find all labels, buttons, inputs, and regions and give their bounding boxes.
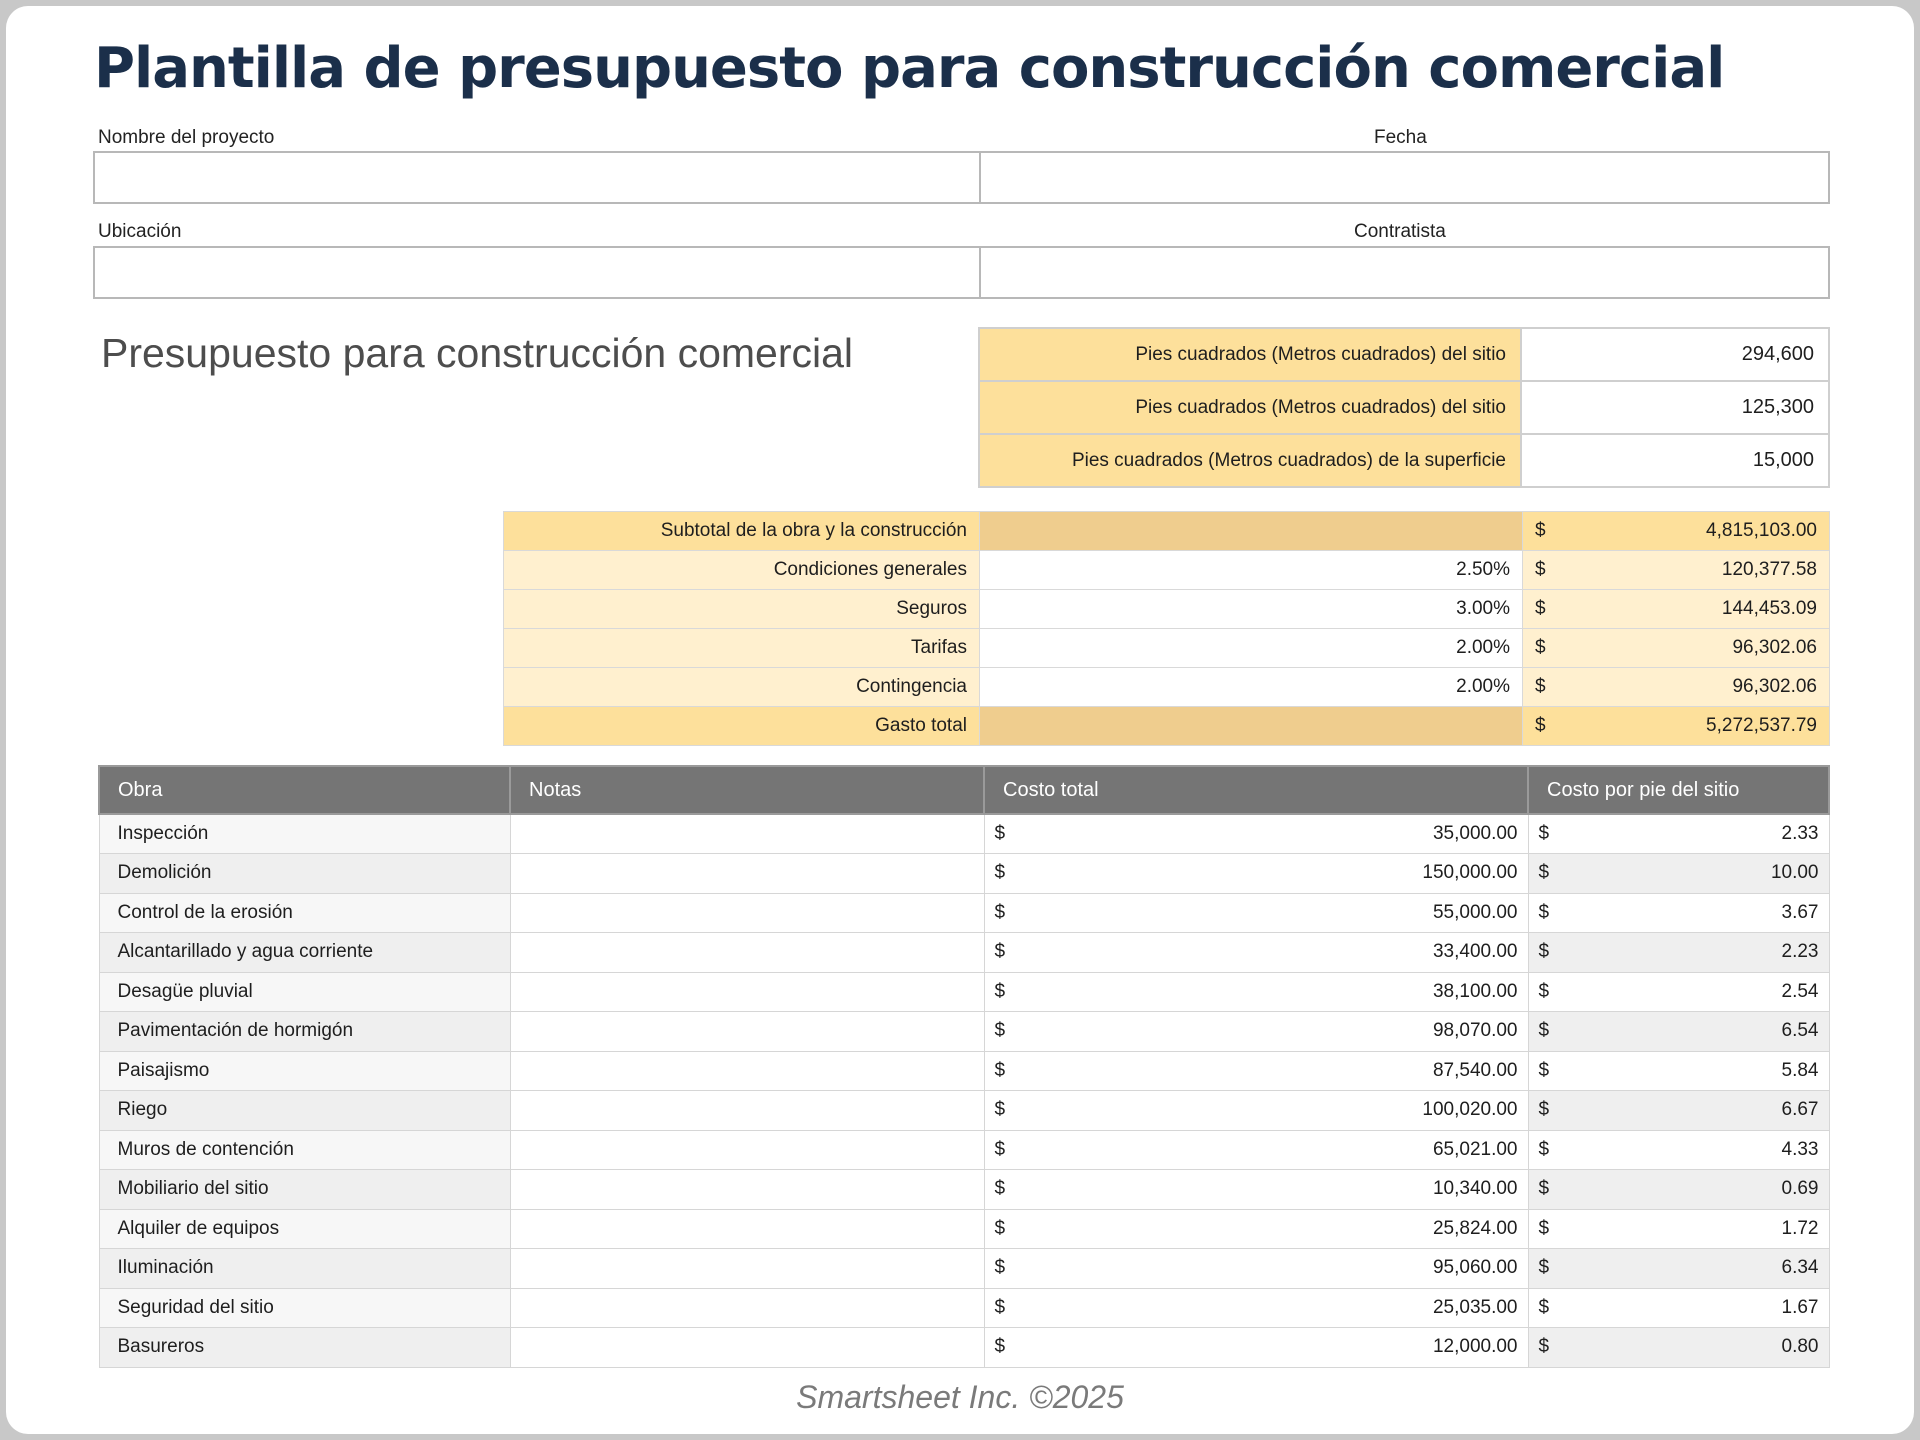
costo-total-cell[interactable]: 25,824.00	[1014, 1209, 1528, 1249]
table-row	[99, 1051, 1829, 1091]
notas-cell[interactable]	[510, 814, 984, 854]
summary-amount[interactable]: 96,302.06	[1546, 629, 1830, 668]
costo-total-cell[interactable]: 87,540.00	[1014, 1051, 1528, 1091]
summary-percent	[980, 707, 1523, 746]
costo-total-cell[interactable]: 38,100.00	[1014, 972, 1528, 1012]
costo-por-pie-cell[interactable]: 4.33	[1558, 1130, 1829, 1170]
currency-symbol: $	[1528, 893, 1558, 933]
currency-symbol: $	[984, 893, 1014, 933]
currency-symbol: $	[984, 1012, 1014, 1052]
sqft-row	[979, 381, 1829, 434]
currency-symbol: $	[1528, 933, 1558, 973]
currency-symbol: $	[984, 972, 1014, 1012]
location-label: Ubicación	[98, 221, 182, 242]
summary-row	[504, 668, 1830, 707]
header-costo-total[interactable]: Costo total	[984, 766, 1528, 814]
project-name-input[interactable]	[93, 151, 981, 204]
currency-symbol: $	[1523, 512, 1546, 551]
contractor-label: Contratista	[1354, 221, 1446, 242]
notas-cell[interactable]	[510, 893, 984, 933]
costo-total-cell[interactable]: 65,021.00	[1014, 1130, 1528, 1170]
date-input[interactable]	[979, 151, 1830, 204]
contractor-input[interactable]	[979, 246, 1830, 299]
currency-symbol: $	[984, 1170, 1014, 1210]
costo-por-pie-cell[interactable]: 0.80	[1558, 1328, 1829, 1368]
summary-amount[interactable]: 4,815,103.00	[1546, 512, 1830, 551]
summary-label: Contingencia	[504, 668, 980, 707]
summary-row	[504, 629, 1830, 668]
currency-symbol: $	[1523, 590, 1546, 629]
currency-symbol: $	[1528, 1249, 1558, 1289]
summary-row	[504, 551, 1830, 590]
costo-total-cell[interactable]: 33,400.00	[1014, 933, 1528, 973]
table-row	[99, 933, 1829, 973]
currency-symbol: $	[984, 1209, 1014, 1249]
obra-cell[interactable]: Alcantarillado y agua corriente	[99, 933, 510, 973]
sqft-label: Pies cuadrados (Metros cuadrados) del sitio	[979, 328, 1521, 381]
currency-symbol: $	[1528, 1288, 1558, 1328]
costo-por-pie-cell[interactable]: 0.69	[1558, 1170, 1829, 1210]
summary-label: Subtotal de la obra y la construcción	[504, 512, 980, 551]
summary-label: Seguros	[504, 590, 980, 629]
currency-symbol: $	[984, 1328, 1014, 1368]
costo-total-cell[interactable]: 98,070.00	[1014, 1012, 1528, 1052]
summary-label: Tarifas	[504, 629, 980, 668]
costo-total-cell[interactable]: 100,020.00	[1014, 1091, 1528, 1131]
summary-row	[504, 512, 1830, 551]
notas-cell[interactable]	[510, 1012, 984, 1052]
costo-total-cell[interactable]: 55,000.00	[1014, 893, 1528, 933]
currency-symbol: $	[1528, 1209, 1558, 1249]
obra-cell[interactable]: Mobiliario del sitio	[99, 1170, 510, 1210]
currency-symbol: $	[1528, 972, 1558, 1012]
obra-cell[interactable]: Alquiler de equipos	[99, 1209, 510, 1249]
sqft-value[interactable]: 15,000	[1521, 434, 1829, 487]
summary-label: Gasto total	[504, 707, 980, 746]
costo-total-cell[interactable]: 25,035.00	[1014, 1288, 1528, 1328]
currency-symbol: $	[1523, 629, 1546, 668]
header-notas[interactable]: Notas	[510, 766, 984, 814]
table-row	[99, 1091, 1829, 1131]
header-costo-por-pie[interactable]: Costo por pie del sitio	[1528, 766, 1829, 814]
summary-percent[interactable]: 2.50%	[980, 551, 1523, 590]
table-row	[99, 1209, 1829, 1249]
notas-cell[interactable]	[510, 1288, 984, 1328]
obra-cell[interactable]: Riego	[99, 1091, 510, 1131]
notas-cell[interactable]	[510, 1209, 984, 1249]
sqft-label: Pies cuadrados (Metros cuadrados) de la superficie	[979, 434, 1521, 487]
square-feet-table	[978, 327, 1830, 488]
currency-symbol: $	[984, 854, 1014, 894]
currency-symbol: $	[1528, 814, 1558, 854]
currency-symbol: $	[1528, 1091, 1558, 1131]
sqft-row	[979, 328, 1829, 381]
currency-symbol: $	[1528, 854, 1558, 894]
table-row	[99, 1249, 1829, 1289]
date-label: Fecha	[1374, 127, 1427, 148]
costo-por-pie-cell[interactable]: 6.34	[1558, 1249, 1829, 1289]
currency-symbol: $	[1528, 1130, 1558, 1170]
project-name-label: Nombre del proyecto	[98, 127, 275, 148]
location-input[interactable]	[93, 246, 981, 299]
obra-cell[interactable]: Demolición	[99, 854, 510, 894]
table-header-row	[99, 766, 1829, 814]
summary-percent[interactable]: 2.00%	[980, 629, 1523, 668]
sqft-label: Pies cuadrados (Metros cuadrados) del sitio	[979, 381, 1521, 434]
obra-cell[interactable]: Seguridad del sitio	[99, 1288, 510, 1328]
summary-amount[interactable]: 96,302.06	[1546, 668, 1830, 707]
costo-por-pie-cell[interactable]: 5.84	[1558, 1051, 1829, 1091]
table-row	[99, 893, 1829, 933]
notas-cell[interactable]	[510, 1249, 984, 1289]
costo-por-pie-cell[interactable]: 6.67	[1558, 1091, 1829, 1131]
currency-symbol: $	[984, 1091, 1014, 1131]
notas-cell[interactable]	[510, 972, 984, 1012]
currency-symbol: $	[1523, 707, 1546, 746]
notas-cell[interactable]	[510, 854, 984, 894]
currency-symbol: $	[1523, 668, 1546, 707]
costo-por-pie-cell[interactable]: 2.33	[1558, 814, 1829, 854]
notas-cell[interactable]	[510, 1328, 984, 1368]
sqft-value[interactable]: 294,600	[1521, 328, 1829, 381]
obra-cell[interactable]: Inspección	[99, 814, 510, 854]
spreadsheet-page	[6, 6, 1914, 1434]
obra-cell[interactable]: Muros de contención	[99, 1130, 510, 1170]
table-row	[99, 1130, 1829, 1170]
cost-table	[98, 765, 1830, 1368]
summary-amount[interactable]: 120,377.58	[1546, 551, 1830, 590]
header-obra[interactable]: Obra	[99, 766, 510, 814]
currency-symbol: $	[984, 933, 1014, 973]
obra-cell[interactable]: Pavimentación de hormigón	[99, 1012, 510, 1052]
obra-cell[interactable]: Control de la erosión	[99, 893, 510, 933]
currency-symbol: $	[984, 1288, 1014, 1328]
notas-cell[interactable]	[510, 933, 984, 973]
obra-cell[interactable]: Iluminación	[99, 1249, 510, 1289]
summary-amount[interactable]: 144,453.09	[1546, 590, 1830, 629]
obra-cell[interactable]: Paisajismo	[99, 1051, 510, 1091]
currency-symbol: $	[1528, 1051, 1558, 1091]
currency-symbol: $	[1528, 1170, 1558, 1210]
costo-total-cell[interactable]: 10,340.00	[1014, 1170, 1528, 1210]
costo-total-cell[interactable]: 35,000.00	[1014, 814, 1528, 854]
costo-total-cell[interactable]: 150,000.00	[1014, 854, 1528, 894]
currency-symbol: $	[984, 814, 1014, 854]
table-row	[99, 1012, 1829, 1052]
summary-amount[interactable]: 5,272,537.79	[1546, 707, 1830, 746]
footer-copyright: Smartsheet Inc. ©2025	[796, 1379, 1124, 1415]
table-row	[99, 1288, 1829, 1328]
summary-row	[504, 707, 1830, 746]
costo-total-cell[interactable]: 95,060.00	[1014, 1249, 1528, 1289]
costo-por-pie-cell[interactable]: 3.67	[1558, 893, 1829, 933]
summary-percent[interactable]: 3.00%	[980, 590, 1523, 629]
sqft-row	[979, 434, 1829, 487]
table-row	[99, 814, 1829, 854]
table-row	[99, 1328, 1829, 1368]
notas-cell[interactable]	[510, 1170, 984, 1210]
costo-por-pie-cell[interactable]: 6.54	[1558, 1012, 1829, 1052]
costo-total-cell[interactable]: 12,000.00	[1014, 1328, 1528, 1368]
summary-percent[interactable]: 2.00%	[980, 668, 1523, 707]
notas-cell[interactable]	[510, 1051, 984, 1091]
summary-table	[503, 511, 1830, 746]
currency-symbol: $	[1528, 1012, 1558, 1052]
currency-symbol: $	[1528, 1328, 1558, 1368]
summary-label: Condiciones generales	[504, 551, 980, 590]
summary-row	[504, 590, 1830, 629]
currency-symbol: $	[984, 1051, 1014, 1091]
currency-symbol: $	[984, 1130, 1014, 1170]
table-row	[99, 1170, 1829, 1210]
section-title: Presupuesto para construcción comercial	[101, 330, 854, 376]
notas-cell[interactable]	[510, 1091, 984, 1131]
notas-cell[interactable]	[510, 1130, 984, 1170]
costo-por-pie-cell[interactable]: 2.23	[1558, 933, 1829, 973]
summary-percent	[980, 512, 1523, 551]
table-row	[99, 854, 1829, 894]
page-title: Plantilla de presupuesto para construcción comercial	[94, 36, 1725, 101]
obra-cell[interactable]: Basureros	[99, 1328, 510, 1368]
currency-symbol: $	[1523, 551, 1546, 590]
costo-por-pie-cell[interactable]: 1.72	[1558, 1209, 1829, 1249]
costo-por-pie-cell[interactable]: 1.67	[1558, 1288, 1829, 1328]
table-row	[99, 972, 1829, 1012]
obra-cell[interactable]: Desagüe pluvial	[99, 972, 510, 1012]
currency-symbol: $	[984, 1249, 1014, 1289]
sqft-value[interactable]: 125,300	[1521, 381, 1829, 434]
costo-por-pie-cell[interactable]: 10.00	[1558, 854, 1829, 894]
costo-por-pie-cell[interactable]: 2.54	[1558, 972, 1829, 1012]
